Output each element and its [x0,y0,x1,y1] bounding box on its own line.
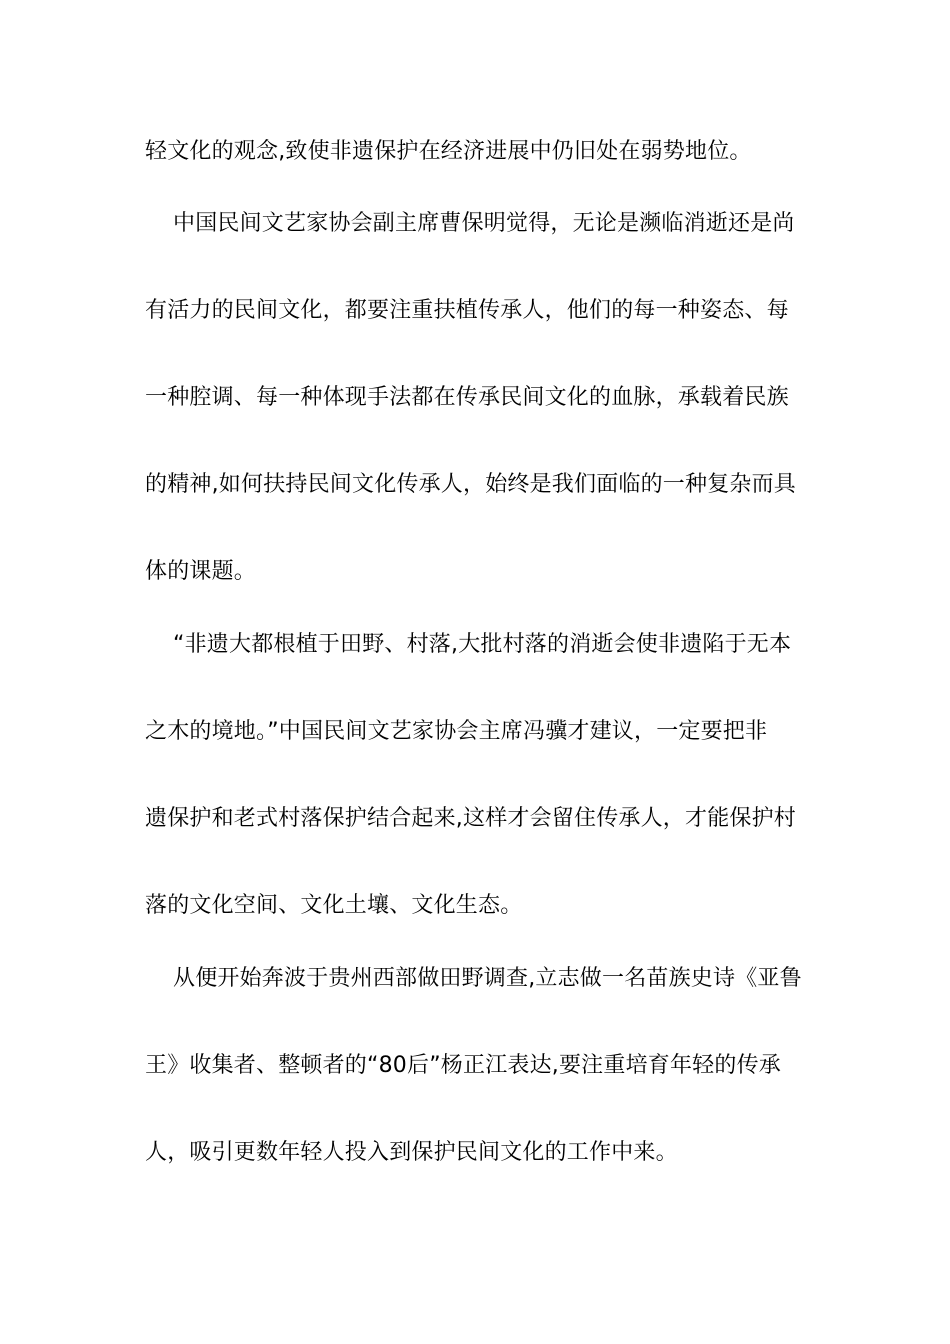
text-line: 体的课题。 [145,559,257,584]
text-line: 轻文化的观念,致使非遗保护在经济进展中仍旧处在弱势地位。 [145,139,752,164]
text-line: 的精神,如何扶持民间文化传承人，始终是我们面临的一种复杂而具 [145,472,796,497]
text-line: 有活力的民间文化，都要注重扶植传承人，他们的每一种姿态、每 [145,298,789,323]
text-line: 之木的境地。”中国民间文艺家协会主席冯骥才建议，一定要把非 [145,719,768,744]
text-line: 落的文化空间、文化土壤、文化生态。 [145,893,523,918]
paragraph-first-line: 中国民间文艺家协会副主席曹保明觉得，无论是濒临消逝还是尚 [173,211,795,236]
text-line: 人，吸引更数年轻人投入到保护民间文化的工作中来。 [145,1140,678,1165]
text-line: 一种腔调、每一种体现手法都在传承民间文化的血脉，承载着民族 [145,385,789,410]
text-line: 王》收集者、整顿者的“80后”杨正江表达,要注重培育年轻的传承 [145,1053,781,1078]
paragraph-first-line: 从便开始奔波于贵州西部做田野调查,立志做一名苗族史诗《亚鲁 [173,966,802,991]
text-line: 遗保护和老式村落保护结合起来,这样才会留住传承人，才能保护村 [145,806,796,831]
paragraph-first-line: “非遗大都根植于田野、村落,大批村落的消逝会使非遗陷于无本 [173,632,792,657]
